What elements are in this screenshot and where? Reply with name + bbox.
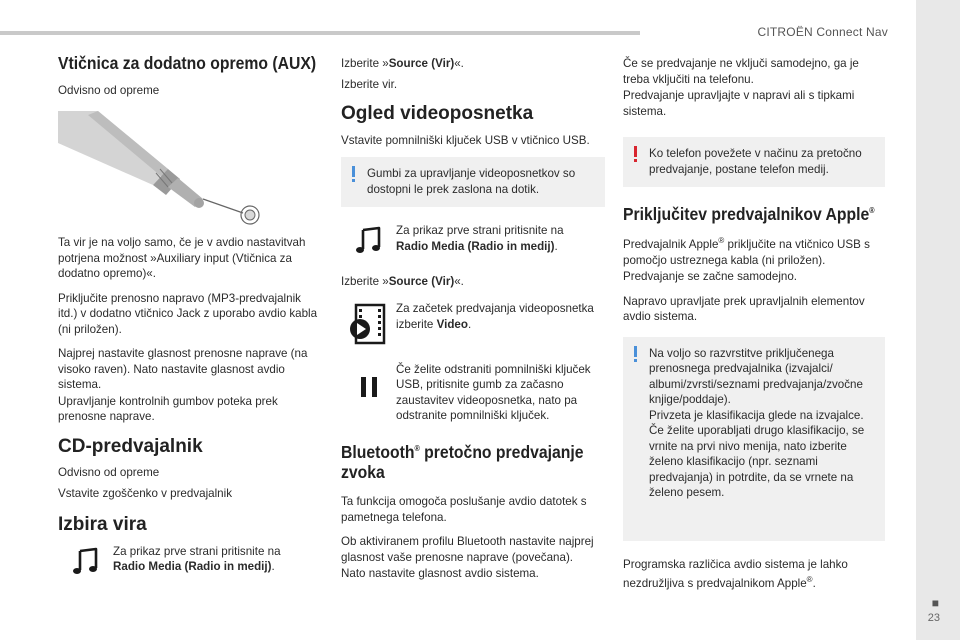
video-step-2 xyxy=(341,301,605,350)
bt-text-3: Nato nastavite glasnost avdio sistema. xyxy=(341,567,539,581)
registered-mark: ® xyxy=(806,575,813,585)
column-1 xyxy=(58,53,320,592)
video-info-text: Gumbi za upravljanje videoposnetkov so dostopni le prek zaslona na dotik. xyxy=(367,167,576,196)
bt-text-2: Ob aktiviranem profilu Bluetooth nastavite najprej glasnost vaše prenosne naprave (povečana). xyxy=(341,535,594,564)
header-title: CITROËN Connect Nav xyxy=(757,25,888,39)
select-source-line xyxy=(341,56,605,72)
column-2 xyxy=(341,56,605,591)
aux-text-2: Priključite prenosno napravo (MP3-predvajalnik itd.) v dodatno vtičnico Jack z uporabo avdio kabla (ni priložen). xyxy=(58,291,318,336)
aux-heading: Vtičnica za dodatno opremo (AUX) xyxy=(58,53,317,73)
bt-title-b: pretočno predvajanje zvoka xyxy=(341,441,584,483)
video-text-1: Vstavite pomnilniški ključek USB v vtičnico USB. xyxy=(341,133,590,147)
pause-icon xyxy=(359,376,379,403)
apple-text-3a: Programska različica avdio sistema je lahko nezdružljiva s predvajalnikom Apple xyxy=(623,557,848,591)
apple-info-text-1: Na voljo so razvrstitve priključenega prenosnega predvajalnika (izvajalci/ albumi/zvrsti/seznami predvajanja/zvočne knjige/poddaje). xyxy=(649,346,863,407)
aux-depends: Odvisno od opreme xyxy=(58,83,160,97)
registered-mark: ® xyxy=(869,206,875,215)
header-rule xyxy=(0,31,640,35)
apple-text-2: Napravo upravljate prek upravljalnih elementov avdio sistema. xyxy=(623,294,865,324)
video-step-3 xyxy=(341,362,605,424)
video-step-3-text: Če želite odstraniti pomnilniški ključek USB, pritisnite gumb za začasno zaustavitev videoposnetka, nato pa odstranite pomnilniški ključek. xyxy=(396,362,591,422)
source-step xyxy=(58,544,320,581)
section-end-mark: ■ xyxy=(931,596,939,610)
punct: . xyxy=(554,239,558,253)
select-prefix: Izberite » xyxy=(341,57,389,70)
aux-text-1: Ta vir je na voljo samo, če je v avdio nastavitvah potrjena možnost »Auxiliary input (Vtičnica za dodatno opremo)«. xyxy=(58,236,306,280)
radio-media-label: Radio Media (Radio in medij) xyxy=(396,239,555,253)
bt-title-a: Bluetooth xyxy=(341,441,415,462)
apple-text-1 xyxy=(623,233,885,268)
source-heading: Izbira vira xyxy=(58,514,147,535)
apple-info-text-2: Privzeta je klasifikacija glede na izvajalce. Če želite uporabljati drugo klasifikacijo, se vrnite na prvi nivo menija, nato izberite želeno klasifikacijo (npr. seznami predvajanja) in potrdite, da se vrnete na želeno pesem. xyxy=(649,408,865,500)
source-step-text: Za prikaz prve strani pritisnite na xyxy=(113,544,281,558)
apple-info-box xyxy=(623,337,885,541)
punct: . xyxy=(812,577,816,591)
select-prefix: Izberite » xyxy=(341,274,389,288)
warning-text: Ko telefon povežete v načinu za pretočno predvajanje, postane telefon medij. xyxy=(649,147,862,176)
video-step-2-text: Za začetek predvajanja videoposnetka izberite xyxy=(396,302,594,331)
registered-mark: ® xyxy=(718,236,725,246)
registered-mark: ® xyxy=(414,443,420,453)
aux-text-4: Upravljanje kontrolnih gumbov poteka prek prenosne naprave. xyxy=(58,394,278,423)
apple-text-1a: Predvajalnik Apple xyxy=(623,238,719,252)
apple-heading xyxy=(623,203,875,224)
radio-media-label: Radio Media (Radio in medij) xyxy=(113,560,272,573)
column-3 xyxy=(623,56,885,601)
cd-heading: CD-predvajalnik xyxy=(58,435,203,457)
warning-icon xyxy=(634,146,637,162)
apple-text-3 xyxy=(623,557,885,592)
apple-text-1c: Predvajanje se začne samodejno. xyxy=(623,270,798,284)
info-icon xyxy=(634,346,637,362)
stream-text-1: Če se predvajanje ne vključi samodejno, ga je treba vključiti na telefonu. xyxy=(623,57,859,86)
video-label: Video xyxy=(436,317,468,331)
stream-text-2: Predvajanje upravljajte v napravi ali s tipkami sistema. xyxy=(623,89,855,118)
aux-jack-illustration xyxy=(58,107,320,225)
video-info-box xyxy=(341,157,605,207)
page-edge-strip xyxy=(916,0,960,640)
bt-text-1: Ta funkcija omogoča poslušanje avdio datotek s pametnega telefona. xyxy=(341,495,587,524)
page-number: 23 xyxy=(927,612,940,624)
video-play-icon xyxy=(348,303,390,350)
punct: . xyxy=(467,317,472,331)
select-suffix: «. xyxy=(454,57,464,70)
video-step-1-text: Za prikaz prve strani pritisnite na xyxy=(396,224,564,237)
info-icon xyxy=(352,166,355,182)
select-source-text: Izberite vir. xyxy=(341,77,398,91)
video-step-1 xyxy=(341,223,605,260)
bluetooth-heading xyxy=(341,438,602,484)
music-note-icon xyxy=(71,546,101,581)
apple-title: Priključitev predvajalnikov Apple xyxy=(623,203,870,224)
cd-depends: Odvisno od opreme xyxy=(58,466,160,479)
source-label: Source (Vir) xyxy=(388,57,455,70)
select-source-line-2 xyxy=(341,274,605,290)
warning-box xyxy=(623,137,885,187)
punct: . xyxy=(271,560,275,573)
source-label: Source (Vir) xyxy=(388,274,455,288)
cd-text: Vstavite zgoščenko v predvajalnik xyxy=(58,486,232,500)
aux-text-3: Najprej nastavite glasnost prenosne naprave (na visoko raven). Nato nastavite glasnost avdio sistema. xyxy=(58,347,308,391)
video-heading: Ogled videoposnetka xyxy=(341,103,534,124)
select-suffix: «. xyxy=(454,274,464,288)
music-note-icon xyxy=(354,225,384,260)
apple-text-1b: priključite na vtičnico USB s pomočjo ustreznega kabla (ni priložen). xyxy=(623,238,870,267)
